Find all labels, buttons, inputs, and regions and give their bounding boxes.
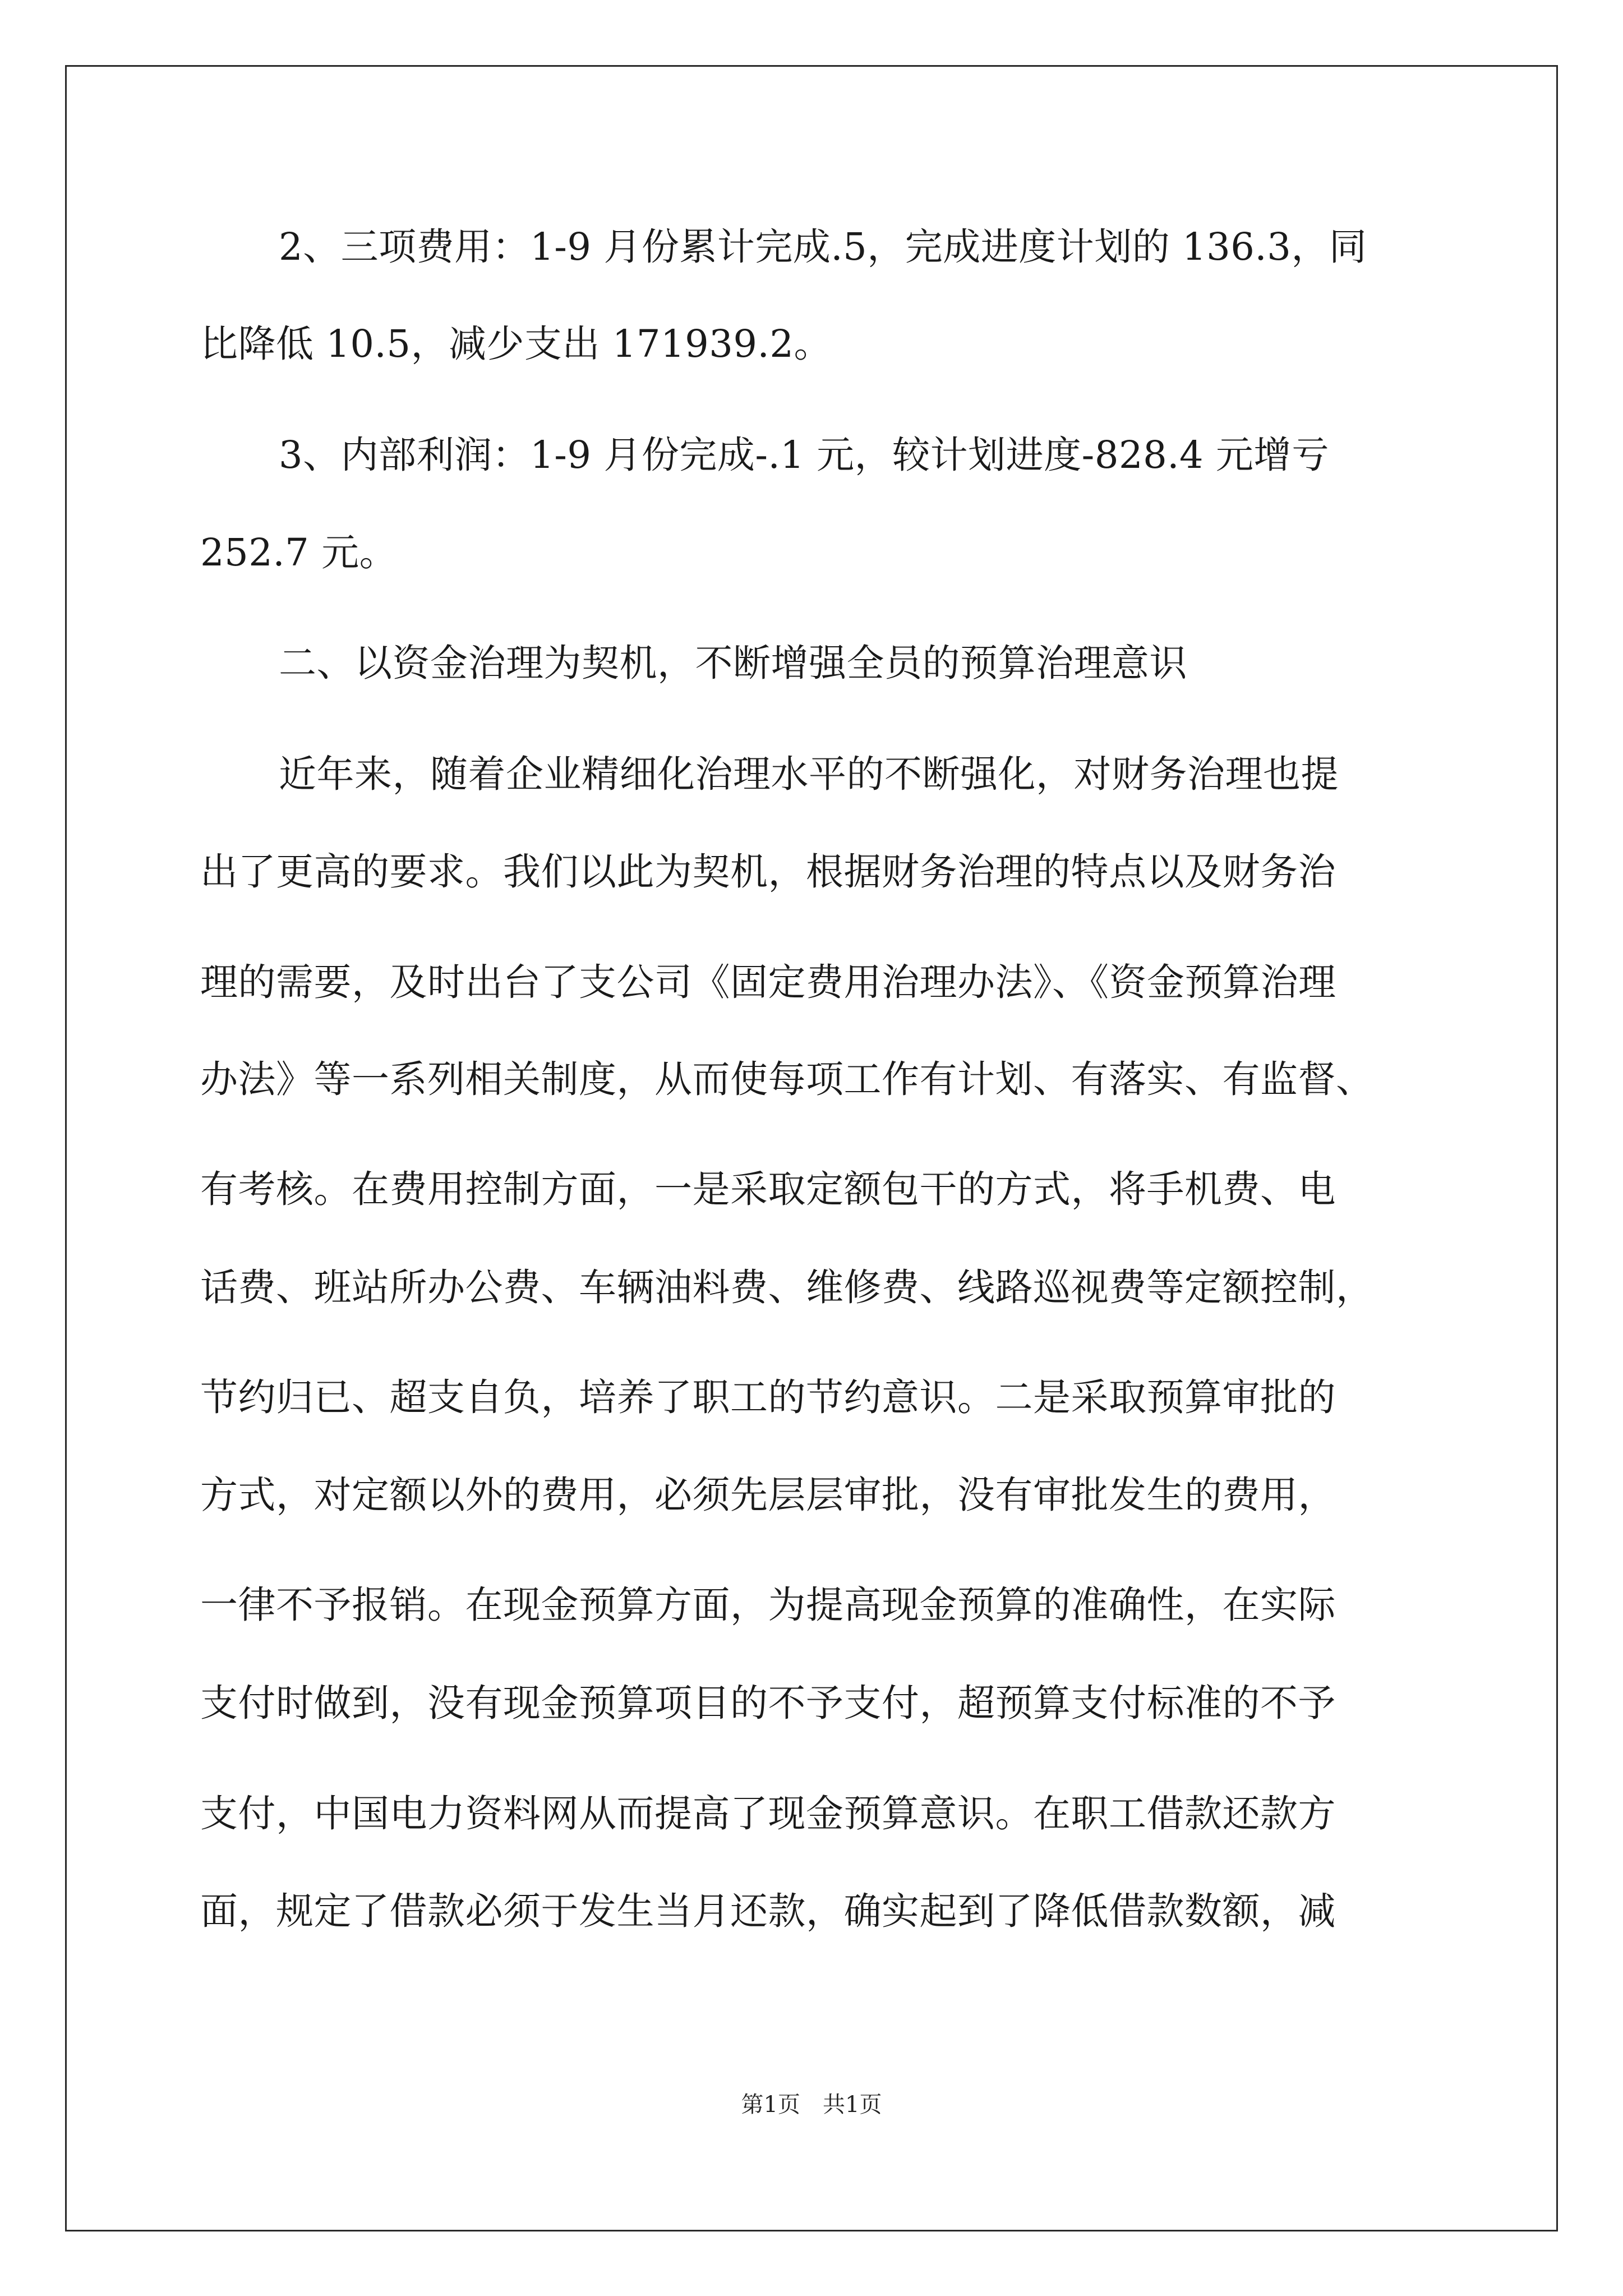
text-line: 办法》等一系列相关制度，从而使每项工作有计划、有落实、有监督、: [200, 1057, 1374, 1101]
text-line: 话费、班站所办公费、车辆油料费、维修费、线路巡视费等定额控制，: [200, 1266, 1374, 1309]
text-line: 比降低 10.5，减少支出 171939.2。: [200, 322, 832, 366]
text-line: 近年来，随着企业精细化治理水平的不断强化，对财务治理也提: [279, 752, 1339, 796]
text-line: 有考核。在费用控制方面，一是采取定额包干的方式，将手机费、电: [200, 1167, 1336, 1211]
text-line: 2、三项费用：1-9 月份累计完成.5，完成进度计划的 136.3，同: [279, 225, 1367, 269]
text-line: 一律不予报销。在现金预算方面，为提高现金预算的准确性，在实际: [200, 1583, 1336, 1627]
text-line: 出了更高的要求。我们以此为契机，根据财务治理的特点以及财务治: [200, 850, 1336, 894]
text-line: 3、内部利润：1-9 月份完成-.1 元，较计划进度-828.4 元增亏: [279, 433, 1330, 477]
text-line: 节约归已、超支自负，培养了职工的节约意识。二是采取预算审批的: [200, 1375, 1336, 1419]
text-line: 理的需要，及时出台了支公司《固定费用治理办法》、《资金预算治理: [200, 960, 1336, 1004]
text-line: 面，规定了借款必须于发生当月还款，确实起到了降低借款数额，减: [200, 1889, 1336, 1933]
text-line: 支付时做到，没有现金预算项目的不予支付，超预算支付标准的不予: [200, 1681, 1336, 1725]
text-line: 方式，对定额以外的费用，必须先层层审批，没有审批发生的费用，: [200, 1473, 1336, 1517]
text-line: 252.7 元。: [200, 531, 398, 574]
text-line: 支付，中国电力资料网从而提高了现金预算意识。在职工借款还款方: [200, 1792, 1336, 1835]
page-number-footer: 第1页 共1页: [741, 2092, 882, 2118]
section-heading: 二、以资金治理为契机，不断增强全员的预算治理意识: [279, 641, 1187, 685]
